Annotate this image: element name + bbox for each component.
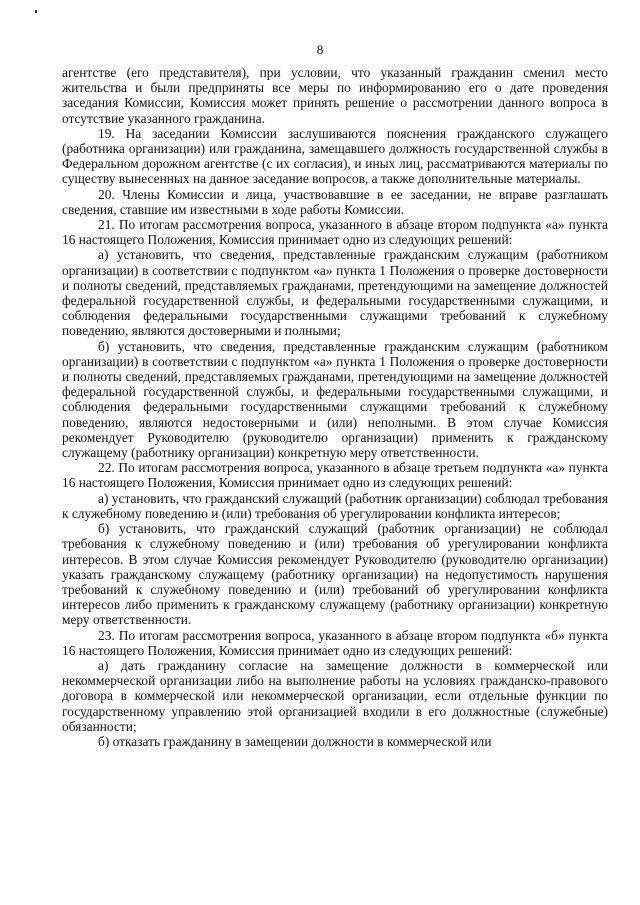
paragraph-19: 19. На заседании Комиссии заслушиваются пояснения гражданского служащего (работника организации) или гражданина, замещавшего должность государственной службы в Федеральном дорожном агентстве (с их согласия), и иных лиц, рассматриваются материалы по существу вынесенных на данное заседание вопросов, а также дополнительные материалы.	[62, 125, 608, 187]
paragraph-22-a: а) установить, что гражданский служащий (работник организации) соблюдал требования к служебному поведению и (или) требования об урегулировании конфликта интересов;	[62, 490, 608, 521]
paragraph-23-a: а) дать гражданину согласие на замещение должности в коммерческой или некоммерческой организации либо на выполнение работы на условиях гражданско-правового договора в коммерческой или некоммерческой организации, если отдельные функции по государственному управлению этой организацией входили в его должностные (служебные) обязанности;	[62, 657, 608, 734]
paragraph-21-b: б) установить, что сведения, представленные гражданским служащим (работником организации) в соответствии с подпунктом «а» пункта 1 Положения о проверке достоверности и полноты сведений, представляемых гражданами, претендующими на замещение должностей федеральной государственной службы, и федеральными государственными служащими, и соблюдения федеральными государственными служащими требований к служебному поведению, являются недостоверными и (или) неполными. В этом случае Комиссия рекомендует Руководителю (руководителю организации) применить к гражданскому служащему (работнику организации) конкретную меру ответственности.	[62, 338, 608, 461]
paragraph-22-b: б) установить, что гражданский служащий (работник организации) не соблюдал требования к служебному поведению и (или) требования об урегулировании конфликта интересов. В этом случае Комиссия рекомендует Руководителю (руководителю организации) указать гражданскому служащему (работнику организации) на недопустимость нарушения требований к служебному поведению и (или) требований об урегулировании конфликта интересов либо применить к гражданскому служащему (работнику организации) конкретную меру ответственности.	[62, 521, 608, 628]
paragraph-21: 21. По итогам рассмотрения вопроса, указанного в абзаце втором подпункта «а» пункта 16 настоящего Положения, Комиссия принимает одно из следующих решений:	[62, 217, 608, 248]
paragraph-23: 23. По итогам рассмотрения вопроса, указанного в абзаце втором подпункта «б» пункта 16 настоящего Положения, Комиссия принимает одно из следующих решений:	[62, 627, 608, 658]
document-body	[62, 65, 608, 749]
paragraph-continuation: агентстве (его представителя), при условии, что указанный гражданин сменил место жительства и были предприняты все меры по информированию его о дате проведения заседания Комиссии, Комиссия может принять решение о рассмотрении данного вопроса в отсутствие указанного гражданина.	[62, 65, 608, 126]
scan-speck	[35, 10, 37, 13]
paragraph-22: 22. По итогам рассмотрения вопроса, указанного в абзаце третьем подпункта «а» пункта 16 настоящего Положения, Комиссия принимает одно из следующих решений:	[62, 460, 608, 491]
paragraph-21-a: а) установить, что сведения, представленные гражданским служащим (работником организации) в соответствии с подпунктом «а» пункта 1 Положения о проверке достоверности и полноты сведений, представляемых гражданами, претендующими на замещение должностей федеральной государственной службы, и федеральными государственными служащими, и соблюдения федеральными государственными служащими требований к служебному поведению, являются достоверными и полными;	[62, 247, 608, 339]
page-number: 8	[316, 42, 324, 57]
paragraph-20: 20. Члены Комиссии и лица, участвовавшие в ее заседании, не вправе разглашать сведения, ставшие им известными в ходе работы Комиссии.	[62, 186, 608, 217]
paragraph-23-b: б) отказать гражданину в замещении должности в коммерческой или	[98, 733, 492, 749]
